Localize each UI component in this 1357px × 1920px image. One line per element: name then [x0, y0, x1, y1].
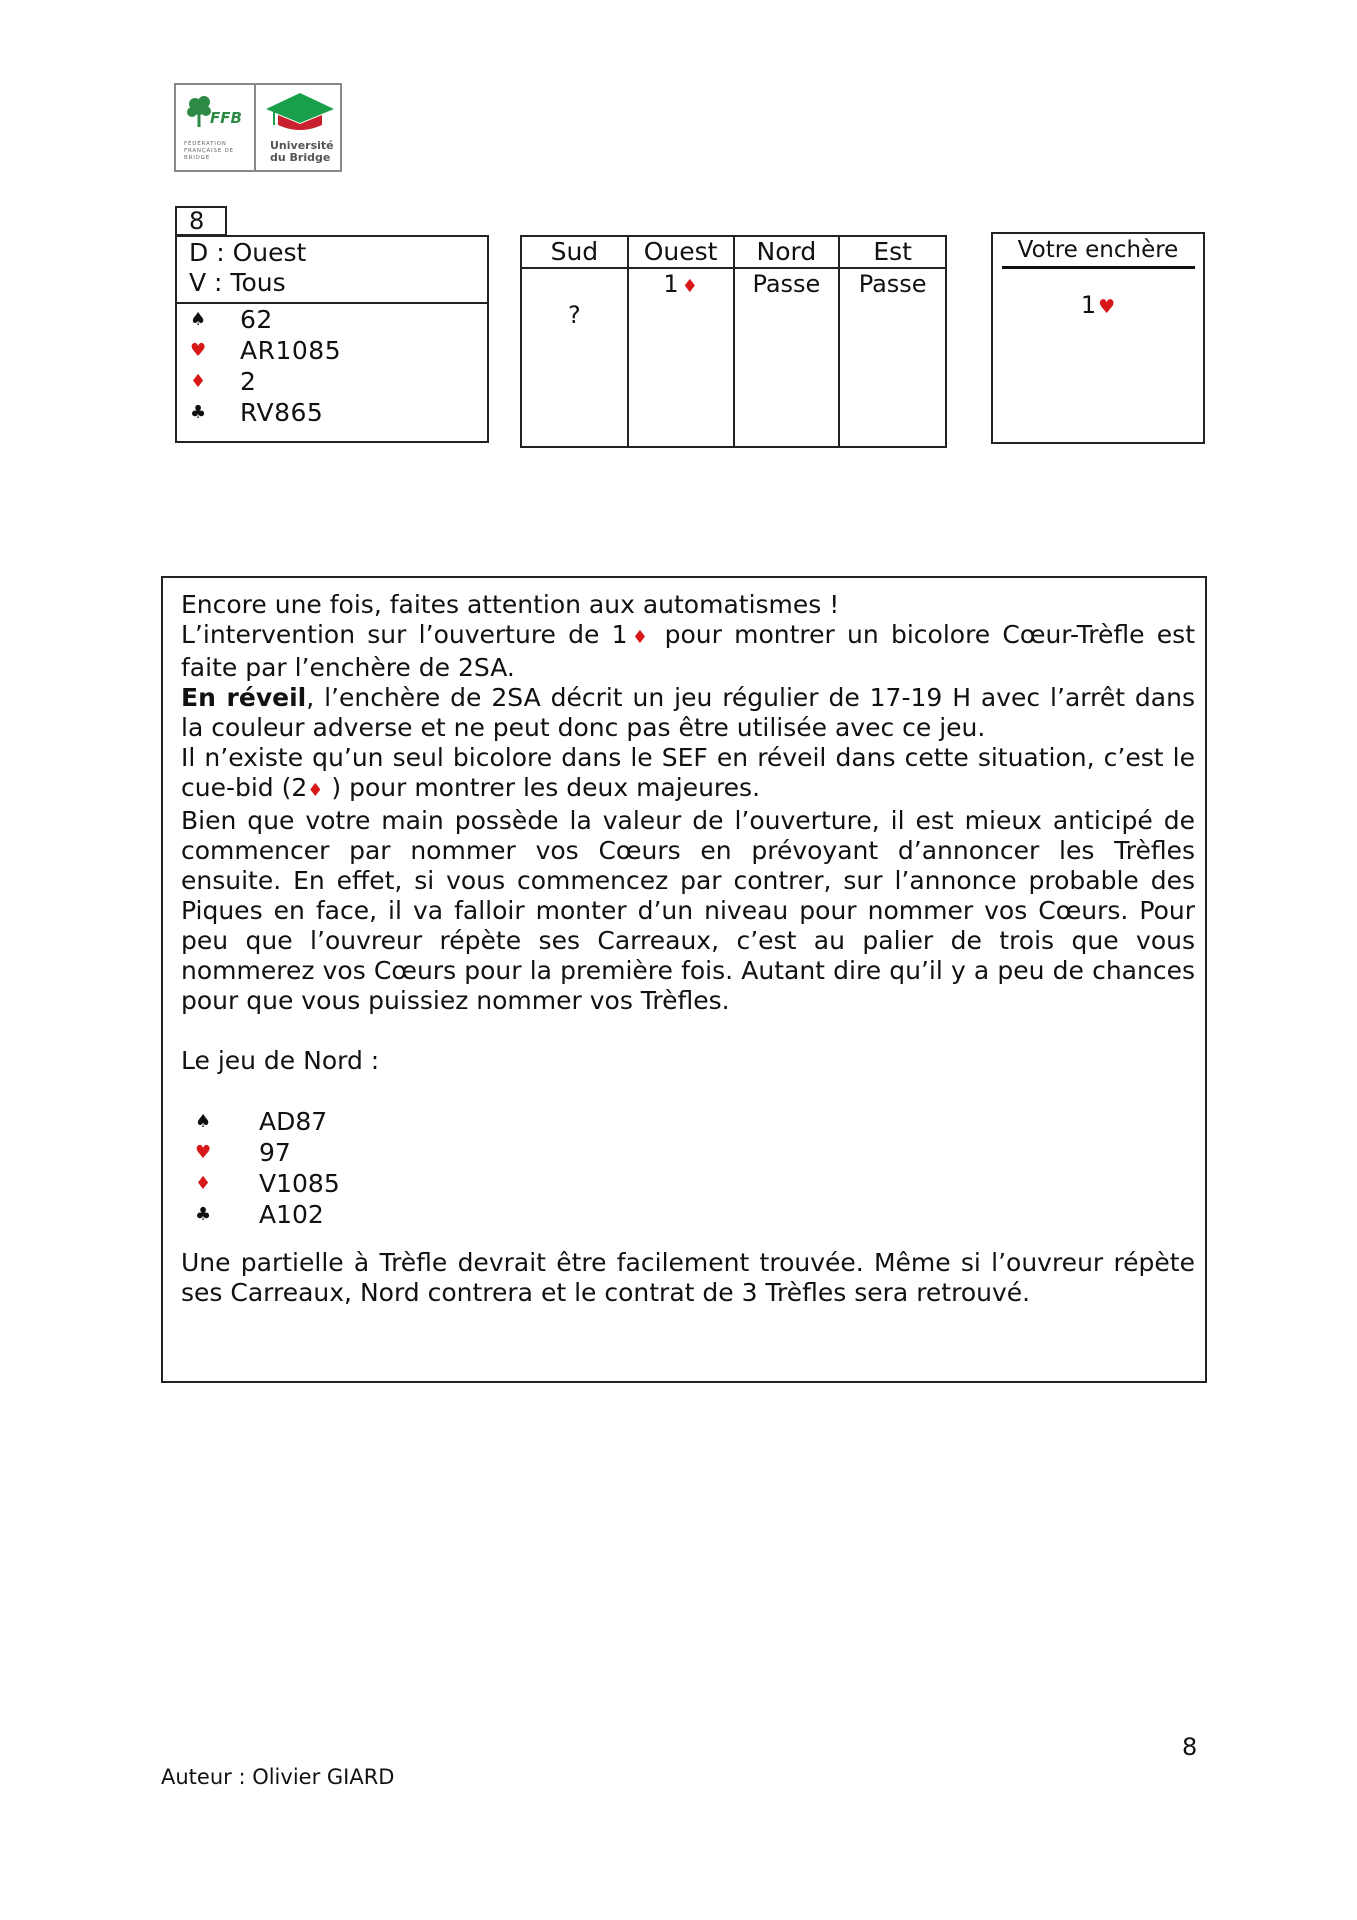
- diamond-icon: ♦: [195, 1173, 212, 1194]
- explanation-box: [161, 576, 1207, 1383]
- diamond-icon: ♦: [307, 780, 324, 801]
- nord-hand-title: Le jeu de Nord :: [181, 1046, 380, 1075]
- diamond-icon: ♦: [190, 371, 207, 392]
- auction-column-ouest: [628, 268, 734, 446]
- auction-column-sud: [522, 268, 628, 446]
- auction-table: [520, 235, 947, 448]
- explanation-intro: Encore une fois, faites attention aux automatismes !: [181, 590, 840, 619]
- nord-row-diamonds: [181, 1168, 1195, 1199]
- ffb-logo-text: FFB: [210, 109, 242, 127]
- author-credit: Auteur : Olivier GIARD: [161, 1765, 395, 1789]
- nord-cards-diamonds: V1085: [259, 1169, 340, 1198]
- spacer: [181, 1016, 1195, 1046]
- ffb-logo-subtitle: FÉDÉRATION FRANÇAISE DE BRIDGE: [184, 141, 234, 161]
- auction-header-ouest: Ouest: [628, 237, 734, 268]
- heart-icon: ♥: [1098, 296, 1116, 318]
- deal-box: [175, 235, 489, 443]
- nord-cards-clubs: A102: [259, 1200, 324, 1229]
- explanation-paragraph: [181, 743, 1195, 806]
- hand-cards-clubs: RV865: [240, 398, 324, 427]
- explanation-paragraph: [181, 620, 1195, 683]
- hand-row-spades: [177, 304, 487, 335]
- club-icon: ♣: [190, 402, 207, 423]
- auction-column-nord: [734, 268, 840, 446]
- deal-info: [177, 237, 487, 304]
- deal-number: 8: [175, 206, 227, 236]
- auction-bid: [629, 269, 733, 300]
- answer-title: Votre enchère: [1017, 237, 1179, 263]
- heart-icon: ♥: [195, 1142, 212, 1163]
- ffb-logo-panel: [176, 85, 256, 170]
- nord-row-hearts: [181, 1137, 1195, 1168]
- spacer: [181, 1076, 1195, 1106]
- spacer: [181, 1230, 1195, 1248]
- universite-logo-panel: [256, 85, 340, 170]
- answer-bid-level: 1: [1080, 291, 1097, 319]
- explanation-conclusion: Une partielle à Trèfle devrait être facilement trouvée. Même si l’ouvreur répète ses Carreaux, Nord contrera et le contrat de 3 Trèfles sera retrouvé.: [181, 1248, 1195, 1307]
- answer-divider: [1002, 266, 1195, 269]
- explanation-text: L’intervention sur l’ouverture de 1: [181, 620, 628, 649]
- auction-header-sud: Sud: [522, 237, 628, 268]
- explanation-text: ) pour montrer les deux majeures.: [323, 773, 761, 802]
- explanation-paragraph: [181, 683, 1195, 743]
- auction-bid-level: 1: [663, 270, 679, 298]
- heart-icon: ♥: [190, 340, 207, 361]
- explanation-text: Il n’existe qu’un seul bicolore dans le SEF en réveil dans cette situation, c’est le cue-bid (2: [181, 743, 1195, 802]
- hand-row-clubs: [177, 397, 487, 428]
- diamond-icon: ♦: [627, 627, 653, 648]
- hand-row-diamonds: [177, 366, 487, 397]
- nord-hand: [181, 1106, 1195, 1230]
- south-hand: [177, 304, 487, 428]
- page-number: 8: [1182, 1733, 1198, 1761]
- hand-cards-diamonds: 2: [240, 367, 257, 396]
- nord-row-spades: [181, 1106, 1195, 1137]
- explanation-text: pour montrer un bicolore Cœur-Trèfle est faite par l’enchère de 2SA.: [181, 620, 1196, 682]
- vulnerability-label: V : Tous: [189, 268, 286, 297]
- auction-column-est: [839, 268, 945, 446]
- graduation-cap-icon: [264, 91, 336, 135]
- auction-header-est: Est: [839, 237, 945, 268]
- auction-bid: Passe: [858, 270, 927, 298]
- auction-bid-question: ?: [568, 301, 581, 329]
- nord-cards-hearts: 97: [259, 1138, 291, 1167]
- auction-bid: [522, 269, 627, 300]
- nord-cards-spades: AD87: [259, 1107, 328, 1136]
- nord-row-clubs: [181, 1199, 1195, 1230]
- auction-bid: Passe: [752, 270, 821, 298]
- answer-box: [991, 232, 1205, 444]
- hand-cards-hearts: AR1085: [240, 336, 342, 365]
- explanation-bold-text: En réveil: [181, 683, 307, 712]
- universite-logo-text: [270, 140, 334, 164]
- answer-bid: [993, 291, 1203, 319]
- diamond-icon: ♦: [681, 276, 698, 297]
- hand-row-hearts: [177, 335, 487, 366]
- dealer-label: D : Ouest: [189, 238, 307, 267]
- club-icon: ♣: [195, 1204, 212, 1225]
- spade-icon: ♠: [190, 309, 207, 330]
- explanation-paragraph: Bien que votre main possède la valeur de l’ouverture, il est mieux anticipé de commencer par nommer vos Cœurs en prévoyant d’annoncer les Trèfles ensuite. En effet, si vous commencez par contrer, sur l’annonce probable des Piques en face, il va falloir monter d’un niveau pour nommer vos Cœurs. Pour peu que l’ouvreur répète ses Carreaux, c’est au palier de trois que vous nommerez vos Cœurs pour la première fois. Autant dire qu’il y a peu de chances pour que vous puissiez nommer vos Trèfles.: [181, 806, 1195, 1015]
- explanation-text: , l’enchère de 2SA décrit un jeu régulier de 17-19 H avec l’arrêt dans la couleur adverse et ne peut donc pas être utilisée avec ce jeu.: [181, 683, 1195, 742]
- universite-line-2: du Bridge: [270, 151, 331, 164]
- ffb-logo: [174, 83, 342, 172]
- hand-cards-spades: 62: [240, 305, 273, 334]
- universite-line-1: Université: [270, 139, 334, 152]
- spade-icon: ♠: [195, 1111, 212, 1132]
- auction-header-nord: Nord: [734, 237, 840, 268]
